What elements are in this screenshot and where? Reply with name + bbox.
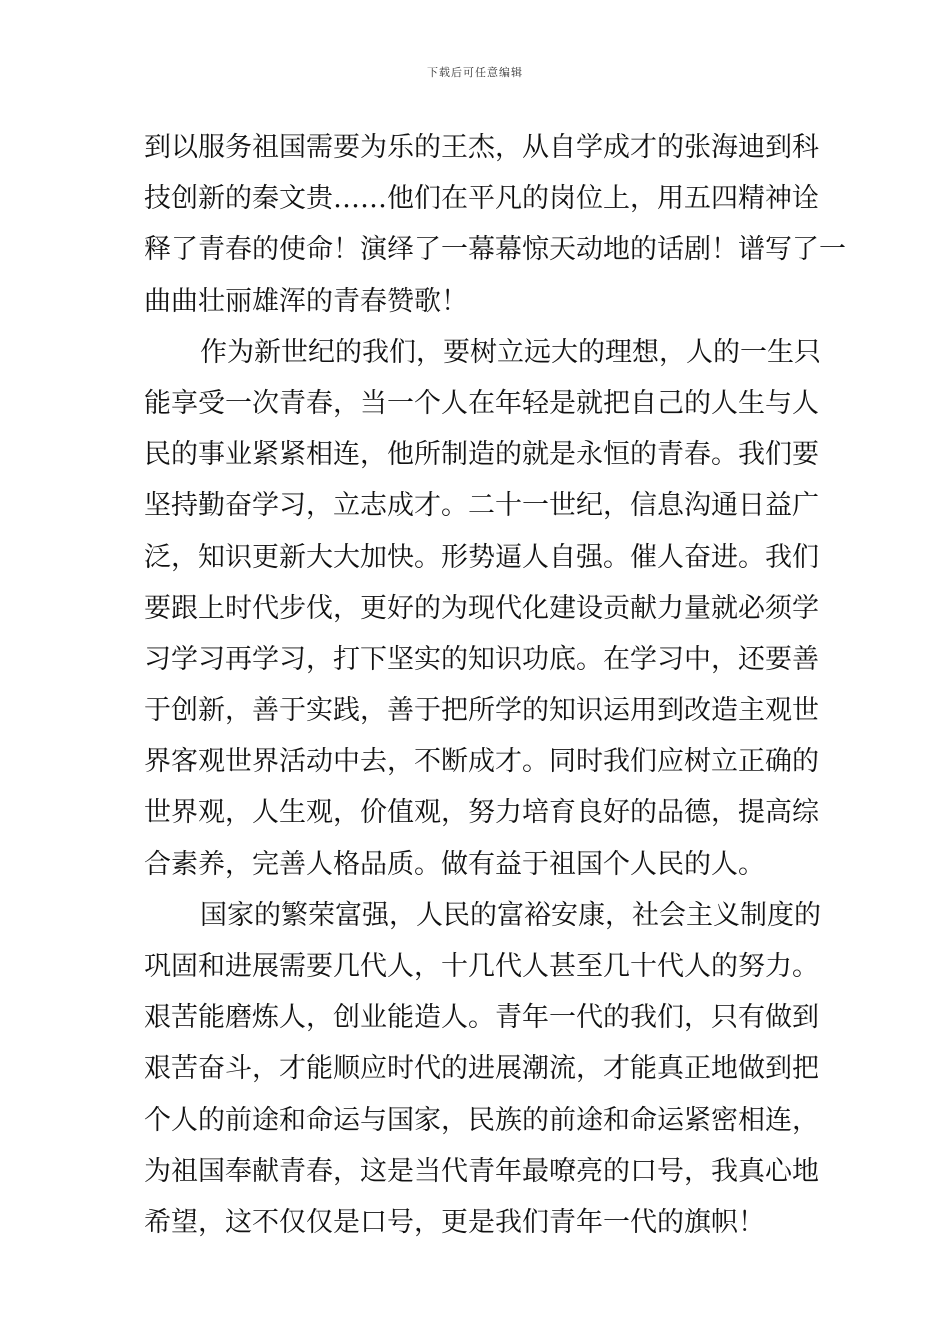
text-line: 为祖国奉献青春，这是当代青年最嘹亮的口号，我真心地 xyxy=(144,1155,819,1187)
text-line: 世界观，人生观，价值观，努力培育良好的品德，提高综 xyxy=(144,797,819,829)
text-line: 民的事业紧紧相连，他所制造的就是永恒的青春。我们要 xyxy=(144,439,819,471)
text-line: 合素养，完善人格品质。做有益于祖国个人民的人。 xyxy=(144,848,765,880)
text-line: 技创新的秦文贵……他们在平凡的岗位上，用五四精神诠 xyxy=(144,183,819,215)
text-line: 艰苦能磨炼人，创业能造人。青年一代的我们，只有做到 xyxy=(144,1002,819,1034)
text-line: 释了青春的使命！演绎了一幕幕惊天动地的话剧！谱写了一 xyxy=(144,234,846,266)
text-line: 界客观世界活动中去，不断成才。同时我们应树立正确的 xyxy=(144,746,819,778)
text-line: 能享受一次青春，当一个人在年轻是就把自己的人生与人 xyxy=(144,387,819,419)
text-line: 希望，这不仅仅是口号，更是我们青年一代的旗帜！ xyxy=(144,1206,765,1238)
header-note: 下载后可任意编辑 xyxy=(427,66,523,79)
document-body xyxy=(144,128,846,1254)
paragraph-start-line: 作为新世纪的我们，要树立远大的理想，人的一生只 xyxy=(200,336,821,368)
text-line: 个人的前途和命运与国家，民族的前途和命运紧密相连， xyxy=(144,1104,819,1136)
text-line: 艰苦奋斗，才能顺应时代的进展潮流，才能真正地做到把 xyxy=(144,1053,819,1085)
text-line: 习学习再学习，打下坚实的知识功底。在学习中，还要善 xyxy=(144,643,819,675)
paragraph-start-line: 国家的繁荣富强，人民的富裕安康，社会主义制度的 xyxy=(200,899,821,931)
text-line: 坚持勤奋学习，立志成才。二十一世纪，信息沟通日益广 xyxy=(144,490,819,522)
text-line: 巩固和进展需要几代人，十几代人甚至几十代人的努力。 xyxy=(144,951,819,982)
text-line: 于创新，善于实践，善于把所学的知识运用到改造主观世 xyxy=(144,695,819,727)
text-line: 到以服务祖国需要为乐的王杰，从自学成才的张海迪到科 xyxy=(144,132,819,163)
text-line: 泛，知识更新大大加快。形势逼人自强。催人奋进。我们 xyxy=(144,541,819,573)
text-line: 要跟上时代步伐，更好的为现代化建设贡献力量就必须学 xyxy=(144,592,819,624)
text-line: 曲曲壮丽雄浑的青春赞歌！ xyxy=(144,285,468,317)
